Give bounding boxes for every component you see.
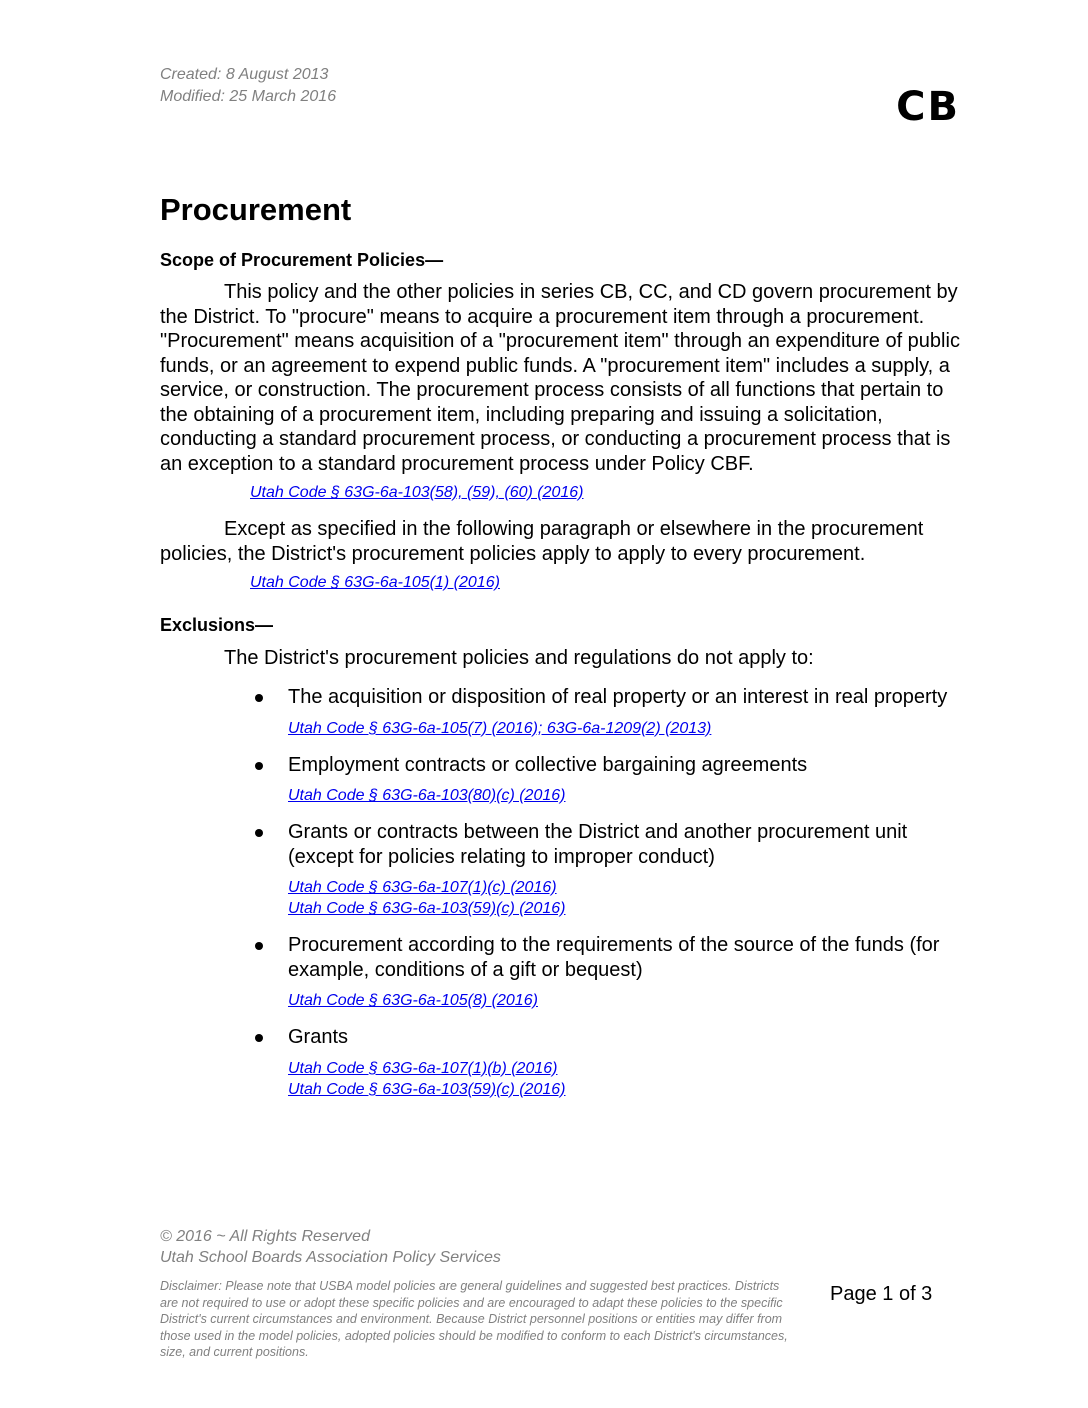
scope-paragraph-2: Except as specified in the following paragraph or elsewhere in the procurement policies, the District's procurement policies apply to apply to every procurement.	[160, 518, 924, 565]
scope-paragraph-1: This policy and the other policies in series CB, CC, and CD govern procurement by the District. To "procure" means to acquire a procurement item through a procurement. "Procurement" means acquisition of a "procurement item" through an expenditure of public funds, or an agreement to expend public funds. A "procurement item" includes a supply, a service, or construction. The procurement process consists of all functions that pertain to the obtaining of a procurement item, including preparing and issuing a solicitation, conducting a standard procurement process, or conducting a procurement process that is an exception to a standard procurement process under Policy CBF.	[160, 281, 960, 475]
list-item	[288, 1025, 960, 1100]
modified-date: Modified: 25 March 2016	[160, 88, 337, 105]
exclusion-text: Grants	[288, 1026, 349, 1048]
citation-link[interactable]: Utah Code § 63G-6a-105(8) (2016)	[288, 992, 538, 1009]
list-item	[288, 685, 960, 739]
exclusions-list	[160, 685, 960, 1100]
page-number: Page 1 of 3	[830, 1283, 933, 1305]
exclusion-text: Employment contracts or collective bargaining agreements	[288, 753, 808, 776]
list-item	[288, 820, 960, 919]
list-item	[288, 753, 960, 807]
citation-link[interactable]: Utah Code § 63G-6a-105(7) (2016); 63G-6a-1209(2) (2013)	[288, 719, 712, 737]
citation-link[interactable]: Utah Code § 63G-6a-103(59)(c) (2016)	[288, 1080, 566, 1098]
citation-link[interactable]: Utah Code § 63G-6a-103(80)(c) (2016)	[288, 787, 566, 804]
citation-link[interactable]: Utah Code § 63G-6a-107(1)(b) (2016)	[288, 1059, 558, 1077]
citation-group	[288, 785, 960, 806]
citation-link[interactable]: Utah Code § 63G-6a-105(1) (2016)	[250, 574, 500, 591]
scope-heading: Scope of Procurement Policies—	[160, 250, 444, 270]
citation-group	[288, 718, 960, 739]
citation-group	[288, 1058, 960, 1100]
document-meta	[160, 64, 336, 108]
citation-link[interactable]: Utah Code § 63G-6a-103(59)(c) (2016)	[288, 900, 566, 917]
organization-name: Utah School Boards Association Policy Services	[160, 1249, 501, 1266]
bullet-icon	[255, 762, 263, 770]
copyright-text: © 2016 ~ All Rights Reserved	[160, 1228, 370, 1245]
exclusion-text: Grants or contracts between the District and another procurement unit (except for policies relating to improper conduct)	[288, 821, 908, 868]
bullet-icon	[255, 829, 263, 837]
exclusions-lead: The District's procurement policies and regulations do not apply to:	[224, 647, 814, 669]
citation-group	[288, 990, 960, 1011]
policy-body	[160, 190, 960, 1100]
bullet-icon	[255, 942, 263, 950]
policy-code: CB	[896, 84, 960, 130]
created-date: Created: 8 August 2013	[160, 66, 329, 83]
exclusion-text: The acquisition or disposition of real property or an interest in real property	[288, 686, 948, 708]
citation-link[interactable]: Utah Code § 63G-6a-107(1)(c) (2016)	[288, 879, 557, 896]
citation-group	[288, 877, 960, 919]
list-item	[288, 933, 960, 1011]
exclusion-text: Procurement according to the requirements of the source of the funds (for example, conditions of a gift or bequest)	[288, 934, 940, 981]
disclaimer-text: Disclaimer: Please note that USBA model policies are general guidelines and suggested best practices. Districts are not required to use or adopt these specific policies and are encouraged to adapt these policies to the specific District's current circumstances and environment. Because District personnel positions or entities may differ from those used in the model policies, adopted policies should be modified to conform to each District's circumstances, size, and current positions.	[160, 1279, 788, 1359]
bullet-icon	[255, 694, 263, 702]
footer-copyright	[160, 1226, 501, 1268]
exclusions-heading: Exclusions—	[160, 615, 274, 635]
bullet-icon	[255, 1034, 263, 1042]
citation-link[interactable]: Utah Code § 63G-6a-103(58), (59), (60) (2016)	[250, 484, 584, 501]
page-title: Procurement	[160, 192, 352, 227]
